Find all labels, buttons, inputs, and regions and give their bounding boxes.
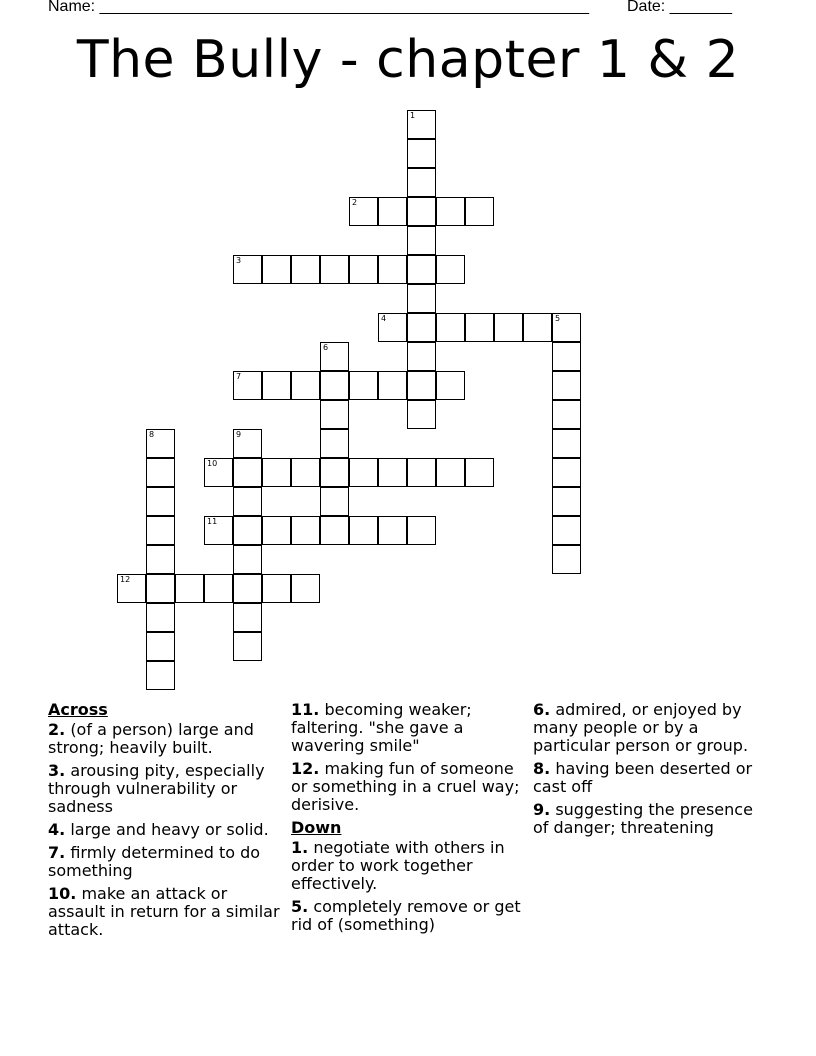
grid-cell[interactable] [233,516,262,545]
grid-cell[interactable] [407,458,436,487]
grid-cell[interactable] [407,226,436,255]
cell-number: 12 [120,575,131,584]
grid-cell[interactable] [349,371,378,400]
grid-cell[interactable] [552,545,581,574]
clue-text: make an attack or assault in return for a similar attack. [48,884,280,939]
grid-cell[interactable] [407,371,436,400]
grid-cell[interactable] [407,400,436,429]
grid-cell[interactable] [204,458,233,487]
cell-number: 2 [352,198,358,207]
grid-cell[interactable] [407,168,436,197]
grid-cell[interactable] [407,110,436,139]
grid-cell[interactable] [117,574,146,603]
grid-cell[interactable] [146,603,175,632]
cell-number: 6 [323,343,329,352]
grid-cell[interactable] [378,458,407,487]
grid-cell[interactable] [407,197,436,226]
grid-cell[interactable] [378,197,407,226]
grid-cell[interactable] [378,313,407,342]
grid-cell[interactable] [320,342,349,371]
cell-number: 1 [410,111,416,120]
clue-text: arousing pity, especially through vulnerability or sadness [48,761,265,816]
clue-text: having been deserted or cast off [533,759,753,796]
grid-cell[interactable] [523,313,552,342]
grid-cell[interactable] [552,313,581,342]
clue-down-6 [533,701,773,755]
down-heading: Down [291,818,342,837]
grid-cell[interactable] [175,574,204,603]
name-line[interactable]: Name: _______________________________________________________ [48,0,589,15]
clue-across-7 [48,844,286,880]
clue-down-5 [291,898,529,934]
grid-cell[interactable] [291,255,320,284]
across-heading: Across [48,700,108,719]
grid-cell[interactable] [465,197,494,226]
clue-text: making fun of someone or something in a cruel way; derisive. [291,759,520,814]
grid-cell[interactable] [407,284,436,313]
clues-column-2 [291,701,529,939]
grid-cell[interactable] [262,516,291,545]
clue-number: 5. [291,897,309,916]
grid-cell[interactable] [378,516,407,545]
clue-number: 9. [533,800,551,819]
grid-cell[interactable] [494,313,523,342]
grid-cell[interactable] [262,371,291,400]
grid-cell[interactable] [291,371,320,400]
grid-cell[interactable] [204,574,233,603]
grid-cell[interactable] [349,255,378,284]
grid-cell[interactable] [436,458,465,487]
cell-number: 5 [555,314,561,323]
grid-cell[interactable] [552,487,581,516]
page-title: The Bully - chapter 1 & 2 [76,30,740,90]
cell-number: 3 [236,256,242,265]
grid-cell[interactable] [407,313,436,342]
cell-number: 9 [236,430,242,439]
grid-cell[interactable] [465,458,494,487]
grid-cell[interactable] [436,371,465,400]
grid-cell[interactable] [233,603,262,632]
clue-down-1 [291,839,529,893]
clue-number: 1. [291,838,309,857]
grid-cell[interactable] [262,255,291,284]
grid-cell[interactable] [262,574,291,603]
clue-across-12 [291,760,529,814]
grid-cell[interactable] [262,458,291,487]
grid-cell[interactable] [146,487,175,516]
grid-cell[interactable] [349,458,378,487]
clue-text: becoming weaker; faltering. "she gave a wavering smile" [291,700,472,755]
clue-number: 7. [48,843,66,862]
grid-cell[interactable] [407,139,436,168]
grid-cell[interactable] [233,255,262,284]
clue-number: 12. [291,759,320,778]
grid-cell[interactable] [233,632,262,661]
grid-cell[interactable] [146,632,175,661]
grid-cell[interactable] [233,545,262,574]
grid-cell[interactable] [465,313,494,342]
cell-number: 11 [207,517,218,526]
clue-down-9 [533,801,773,837]
grid-cell[interactable] [233,574,262,603]
clue-number: 11. [291,700,320,719]
grid-cell[interactable] [146,574,175,603]
clue-number: 3. [48,761,66,780]
grid-cell[interactable] [349,516,378,545]
grid-cell[interactable] [146,661,175,690]
clue-across-4 [48,821,286,839]
grid-cell[interactable] [320,371,349,400]
clue-across-10 [48,885,286,939]
clues-column-3 [533,701,773,842]
grid-cell[interactable] [552,400,581,429]
cell-number: 4 [381,314,387,323]
grid-cell[interactable] [436,255,465,284]
clue-number: 10. [48,884,77,903]
grid-cell[interactable] [146,516,175,545]
grid-cell[interactable] [233,487,262,516]
clue-across-11 [291,701,529,755]
grid-cell[interactable] [378,371,407,400]
grid-cell[interactable] [407,342,436,371]
grid-cell[interactable] [407,516,436,545]
clue-text: large and heavy or solid. [70,820,269,839]
clue-text: suggesting the presence of danger; threatening [533,800,753,837]
grid-cell[interactable] [291,516,320,545]
grid-cell[interactable] [233,458,262,487]
grid-cell[interactable] [552,371,581,400]
grid-cell[interactable] [291,458,320,487]
grid-cell[interactable] [320,255,349,284]
cell-number: 8 [149,430,155,439]
grid-cell[interactable] [146,429,175,458]
grid-cell[interactable] [233,371,262,400]
clue-number: 2. [48,720,66,739]
grid-cell[interactable] [552,458,581,487]
clue-across-2 [48,721,286,757]
grid-cell[interactable] [436,313,465,342]
clue-number: 8. [533,759,551,778]
clue-text: completely remove or get rid of (something) [291,897,521,934]
cell-number: 10 [207,459,218,468]
clue-number: 6. [533,700,551,719]
clue-text: admired, or enjoyed by many people or by a particular person or group. [533,700,749,755]
grid-cell[interactable] [552,516,581,545]
clue-text: firmly determined to do something [48,843,261,880]
date-line[interactable]: Date: _______ [627,0,732,15]
clue-number: 4. [48,820,66,839]
clue-down-8 [533,760,773,796]
clue-text: (of a person) large and strong; heavily built. [48,720,254,757]
grid-cell[interactable] [378,255,407,284]
grid-cell[interactable] [320,516,349,545]
grid-cell[interactable] [320,487,349,516]
clue-across-3 [48,762,286,816]
grid-cell[interactable] [349,197,378,226]
grid-cell[interactable] [233,429,262,458]
grid-cell[interactable] [320,458,349,487]
grid-cell[interactable] [146,458,175,487]
grid-cell[interactable] [146,545,175,574]
clues-column-1 [48,701,286,944]
grid-cell[interactable] [320,429,349,458]
grid-cell[interactable] [320,400,349,429]
grid-cell[interactable] [291,574,320,603]
grid-cell[interactable] [552,429,581,458]
grid-cell[interactable] [204,516,233,545]
grid-cell[interactable] [552,342,581,371]
cell-number: 7 [236,372,242,381]
clue-text: negotiate with others in order to work together effectively. [291,838,505,893]
grid-cell[interactable] [407,255,436,284]
grid-cell[interactable] [436,197,465,226]
